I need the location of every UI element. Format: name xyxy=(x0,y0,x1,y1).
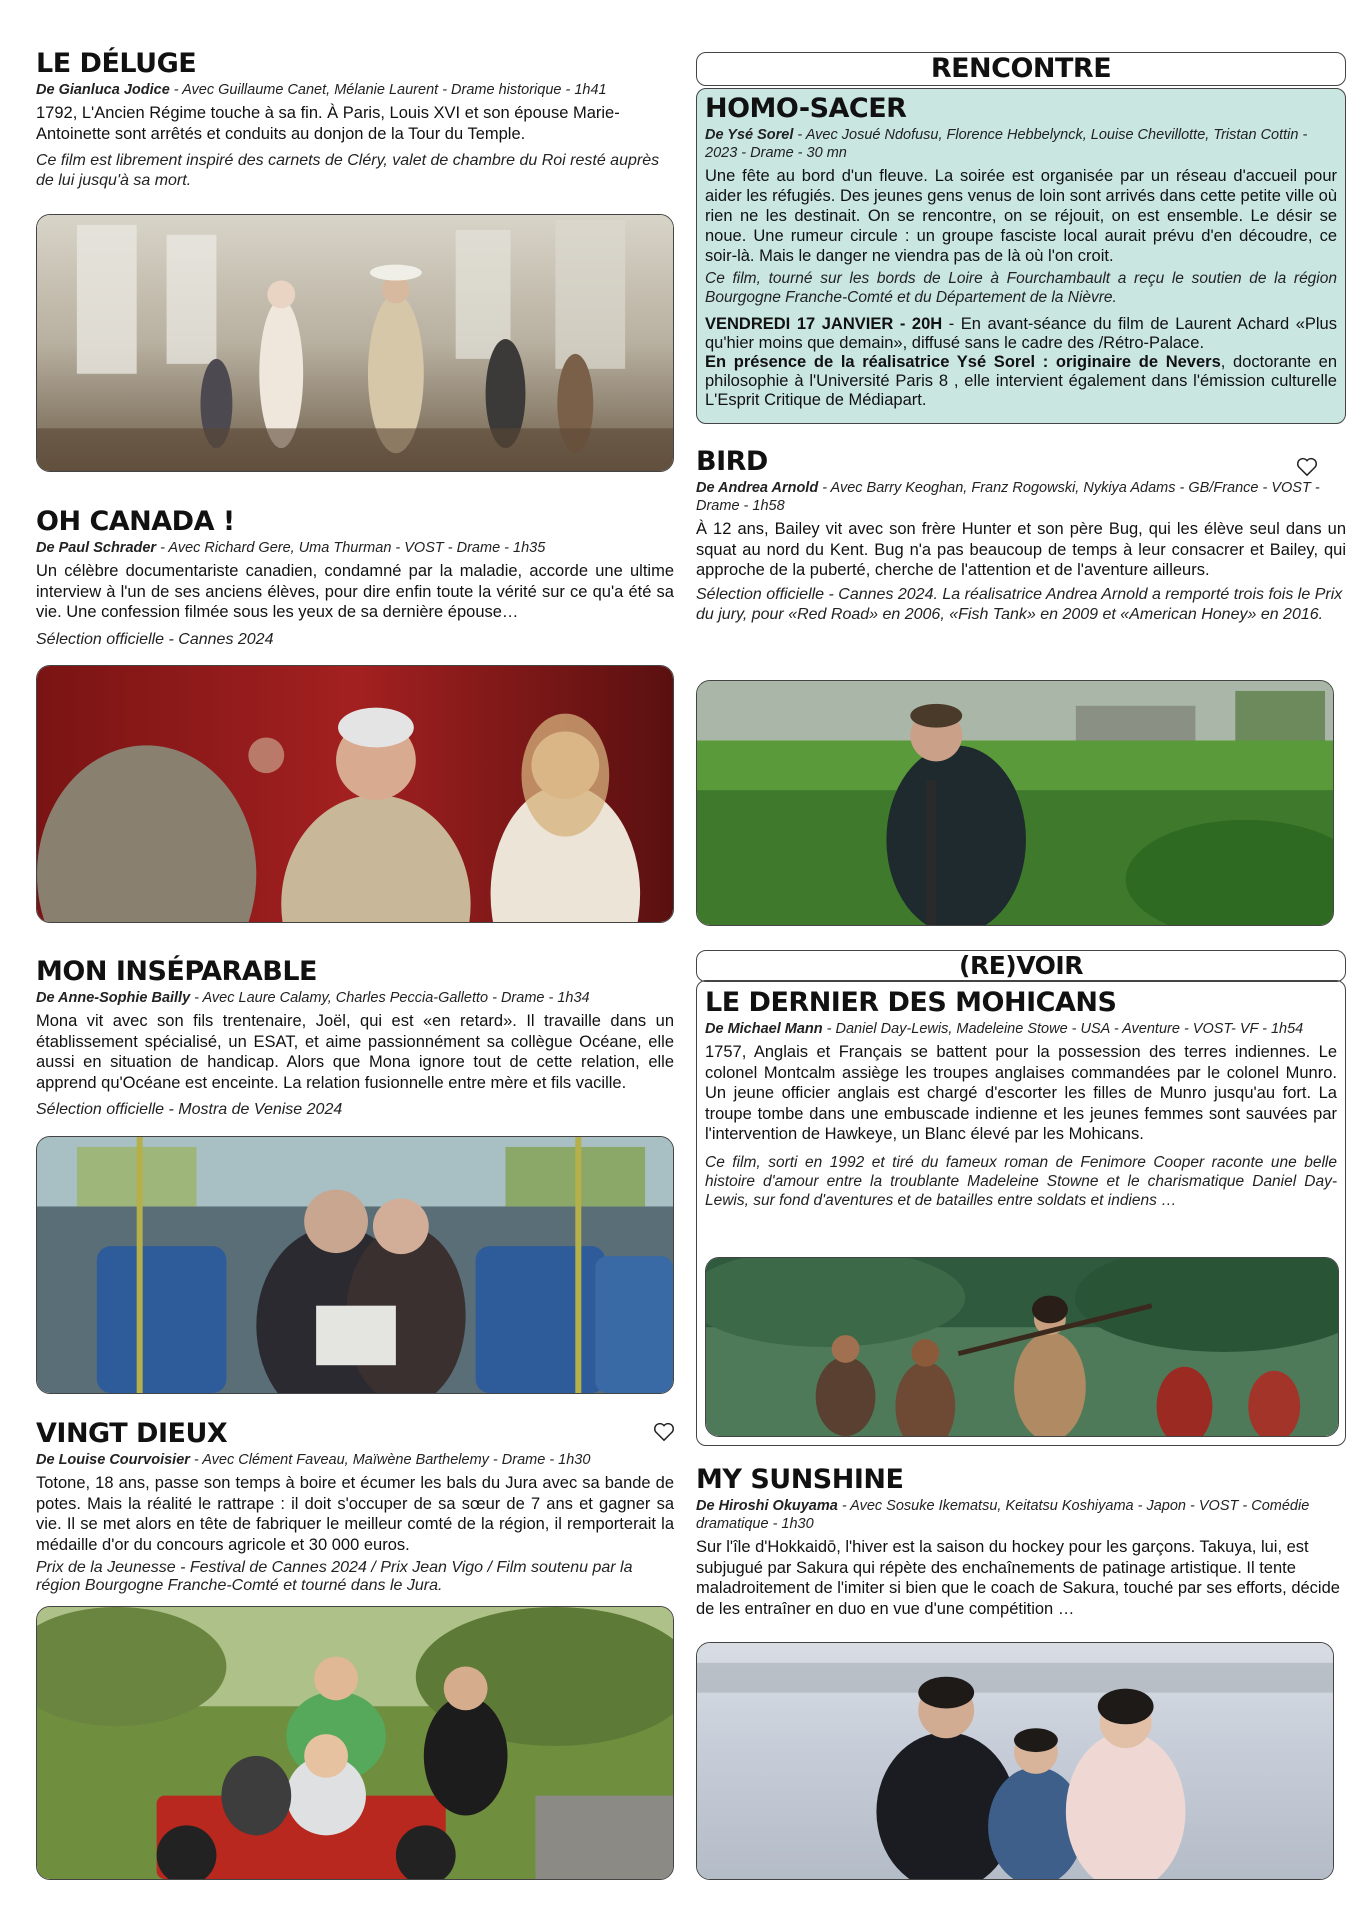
film-title: MY SUNSHINE xyxy=(696,1464,904,1495)
film-mon-inseparable xyxy=(36,956,674,1120)
event-presence: En présence de la réalisatrice Ysé Sorel : originaire de Nevers xyxy=(705,353,1221,371)
film-title: OH CANADA ! xyxy=(36,506,235,537)
film-note: Ce film, tourné sur les bords de Loire à Fourchambault a reçu le soutien de la région Bourgogne Franche-Comté et du Département de la Nièvre. xyxy=(705,270,1337,306)
film-synopsis: Totone, 18 ans, passe son temps à boire et écumer les bals du Jura avec sa bande de potes. Mais la réalité le rattrape : il doit s'occuper de sa sœur de 7 ans et gagner sa vie. Il se met alors en tête de fabriquer le meilleur comté de la région, il remporterait la médaille d'or du concours agricole et 30 000 euros. xyxy=(36,1474,674,1554)
heart-outline-icon[interactable] xyxy=(1296,457,1318,477)
film-note: Ce film, sorti en 1992 et tiré du fameux roman de Fenimore Cooper raconte une belle histoire d'amour entre la troublante Madeleine Stowne et le charismatique Daniel Day-Lewis, sur fond d'aventures et de batailles entre soldats et indiens … xyxy=(705,1153,1337,1209)
film-title: VINGT DIEUX xyxy=(36,1418,228,1449)
film-synopsis: À 12 ans, Bailey vit avec son frère Hunter et son père Bug, qui les élève seul dans un squat au nord du Kent. Bug n'a pas beaucoup de temps à leur consacrer et Bailey, qui approche de la puberté, cherche de l'attention et de l'aventure ailleurs. xyxy=(696,520,1346,580)
film-still-mon-inseparable xyxy=(36,1136,674,1394)
event-info xyxy=(705,315,1337,410)
film-director: De Andrea Arnold xyxy=(696,480,819,496)
section-header-rencontre: RENCONTRE xyxy=(696,52,1346,86)
film-credits xyxy=(696,479,1346,515)
film-director: De Gianluca Jodice xyxy=(36,82,170,98)
heart-outline-icon[interactable] xyxy=(653,1422,675,1442)
film-title: BIRD xyxy=(696,446,768,477)
film-still-oh-canada xyxy=(36,665,674,923)
film-details: - Avec Clément Faveau, Maïwène Barthelemy - Drame - 1h30 xyxy=(189,1452,591,1468)
film-director: De Hiroshi Okuyama xyxy=(696,1498,838,1514)
film-title: HOMO-SACER xyxy=(705,93,907,124)
film-director: De Michael Mann xyxy=(705,1021,823,1037)
film-details: - Avec Josué Ndofusu, Florence Hebbelynck, Louise Chevillotte, Tristan Cottin - 2023 - Drame - 30 mn xyxy=(705,127,1308,161)
film-le-dernier-des-mohicans xyxy=(696,980,1346,1446)
film-synopsis: Sur l'île d'Hokkaidō, l'hiver est la saison du hockey pour les garçons. Takuya, lui, est subjugué par Sakura qui répète des enchaînements de patinage artistique. Il tente maladroitement de l'imiter si bien que le coach de Sakura, touché par ses efforts, décide de les entraîner en duo en vue d'une compétition … xyxy=(696,1538,1340,1618)
film-director: De Anne-Sophie Bailly xyxy=(36,990,191,1006)
film-still-my-sunshine xyxy=(696,1642,1334,1880)
film-details: - Avec Guillaume Canet, Mélanie Laurent - Drame historique - 1h41 xyxy=(169,82,607,98)
film-still-le-dernier-des-mohicans xyxy=(705,1257,1339,1437)
film-credits xyxy=(705,126,1337,162)
film-synopsis: 1792, L'Ancien Régime touche à sa fin. À Paris, Louis XVI et son épouse Marie-Antoinette sont arrêtés et conduits au donjon de la Tour du Temple. xyxy=(36,104,620,143)
film-details: - Avec Sosuke Ikematsu, Keitatsu Koshiyama - Japon - VOST - Comédie dramatique - 1h30 xyxy=(696,1498,1310,1532)
film-note: Sélection officielle - Mostra de Venise 2024 xyxy=(36,1101,343,1119)
event-text: - En avant-séance du film de Laurent Achard «Plus qu'hier moins que demain», diffusé sans le cadre des /Rétro-Palace. xyxy=(705,315,1337,352)
film-my-sunshine xyxy=(696,1464,1346,1619)
film-synopsis: 1757, Anglais et Français se battent pour la possession des terres indiennes. Le colonel Montcalm assiège les troupes anglaises commandées par le colonel Munro. Un jeune officier anglais est chargé d'escorter les filles de Munro jusqu'au fort. La troupe tombe dans une embuscade indienne et les jeunes femmes sont sauvées par l'intervention de Hawkeye, un Blanc élevé par les Mohicans. xyxy=(705,1043,1337,1144)
film-credits xyxy=(696,1497,1346,1533)
film-title: LE DÉLUGE xyxy=(36,48,197,79)
film-credits xyxy=(36,1451,674,1469)
film-note: Prix de la Jeunesse - Festival de Cannes 2024 / Prix Jean Vigo / Film soutenu par la région Bourgogne Franche-Comté et tourné dans le Jura. xyxy=(36,1559,633,1595)
film-credits xyxy=(36,989,674,1007)
film-le-deluge xyxy=(36,48,674,191)
film-title: LE DERNIER DES MOHICANS xyxy=(705,987,1117,1018)
film-credits xyxy=(36,539,674,557)
film-note: Ce film est librement inspiré des carnets de Cléry, valet de chambre du Roi resté auprès de lui jusqu'à sa mort. xyxy=(36,152,660,190)
film-still-bird xyxy=(696,680,1334,926)
film-synopsis: Mona vit avec son fils trentenaire, Joël, qui est «en retard». Il travaille dans un établissement spécialisé, un ESAT, et aime passionnément sa collègue Océane, elle aussi en situation de handicap. Alors que Mona ignore tout de cette relation, elle apprend qu'Océane est enceinte. La relation fusionnelle entre mère et fils vacille. xyxy=(36,1012,674,1092)
film-still-le-deluge xyxy=(36,214,674,472)
film-director: De Paul Schrader xyxy=(36,540,157,556)
film-director: De Louise Courvoisier xyxy=(36,1452,190,1468)
film-bird xyxy=(696,446,1346,625)
film-still-vingt-dieux xyxy=(36,1606,674,1880)
film-note: Sélection officielle - Cannes 2024. La réalisatrice Andrea Arnold a remporté trois fois le Prix du jury, pour «Red Road» en 2006, «Fish Tank» en 2009 et «American Honey» en 2016. xyxy=(696,585,1343,623)
film-synopsis: Un célèbre documentariste canadien, condamné par la maladie, accorde une ultime interview à l'un de ses anciens élèves, pour dire enfin toute la vérité sur ce qu'a été sa vie. Une confession filmée sous les yeux de sa dernière épouse… xyxy=(36,562,674,622)
event-presence-rest: , doctorante en philosophie à l'Université Paris 8 , elle intervient également dans l'émission culturelle L'Esprit Critique de Médiapart. xyxy=(705,353,1338,409)
film-director: De Ysé Sorel xyxy=(705,127,794,143)
film-note: Sélection officielle - Cannes 2024 xyxy=(36,630,274,648)
section-header-revoir: (RE)VOIR xyxy=(696,950,1346,982)
film-homo-sacer xyxy=(696,88,1346,424)
film-credits xyxy=(705,1020,1337,1038)
film-details: - Avec Richard Gere, Uma Thurman - VOST - Drame - 1h35 xyxy=(156,540,546,556)
film-oh-canada xyxy=(36,506,674,650)
film-details: - Avec Barry Keoghan, Franz Rogowski, Nykiya Adams - GB/France - VOST - Drame - 1h58 xyxy=(696,480,1320,514)
film-vingt-dieux xyxy=(36,1418,674,1595)
film-title: MON INSÉPARABLE xyxy=(36,956,317,987)
event-date: VENDREDI 17 JANVIER - 20H xyxy=(705,315,943,333)
film-details: - Avec Laure Calamy, Charles Peccia-Galletto - Drame - 1h34 xyxy=(190,990,590,1006)
film-credits xyxy=(36,81,674,99)
film-details: - Daniel Day-Lewis, Madeleine Stowe - USA - Aventure - VOST- VF - 1h54 xyxy=(822,1021,1304,1037)
film-synopsis: Une fête au bord d'un fleuve. La soirée est organisée par un réseau d'accueil pour aider les réfugiés. Des jeunes gens venus de loin sont arrivés dans cette petite ville où rien ne les destinait. On se rencontre, on se réjouit, on est ensemble. Le désir se noue. Une rumeur circule : un groupe fasciste local aurait prévu d'en découdre, ce soir-là. Mais le danger ne viendra pas de là où l'on croit. xyxy=(705,167,1337,265)
